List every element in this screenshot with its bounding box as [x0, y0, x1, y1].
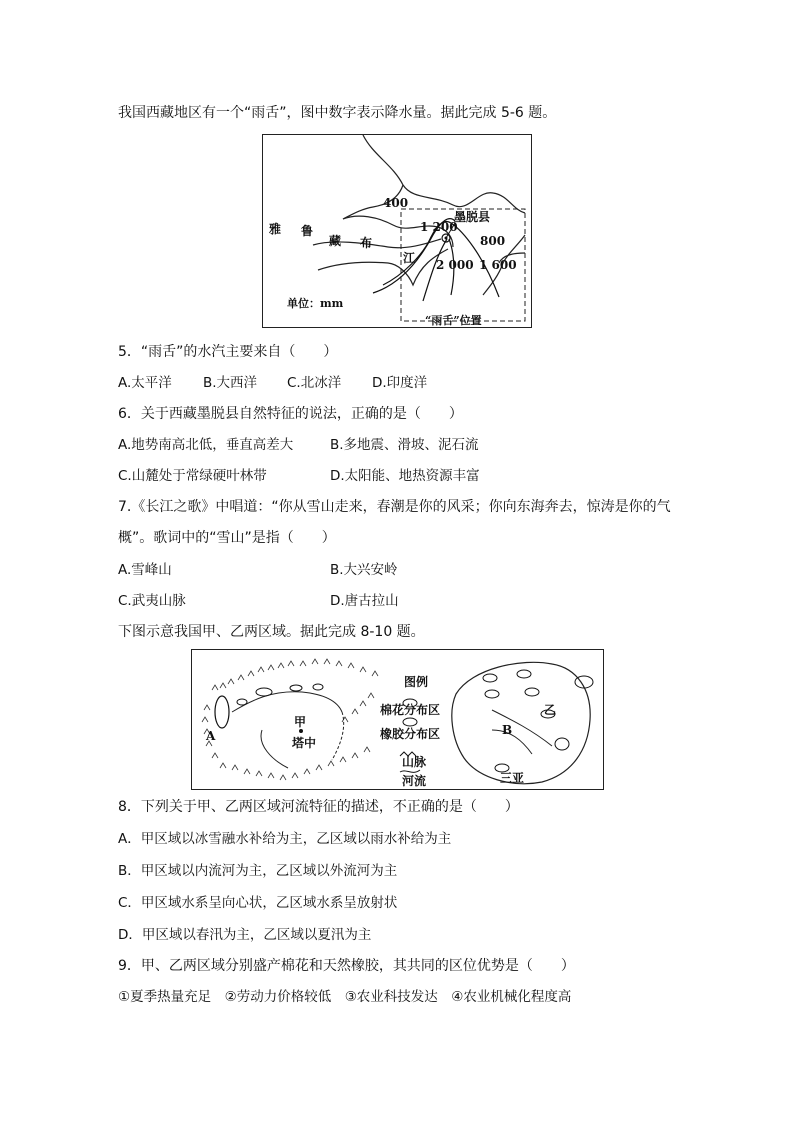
- q6-option-d: D.太阳能、地热资源丰富: [330, 468, 480, 484]
- q6-option-a: A.地势南高北低，垂直高差大: [118, 437, 294, 453]
- label-1200: 1 200: [420, 220, 458, 234]
- q6-option-b: B.多地震、滑坡、泥石流: [330, 437, 479, 453]
- q5-option-d: D.印度洋: [372, 375, 428, 391]
- q9-items: ①夏季热量充足 ②劳动力价格较低 ③农业科技发达 ④农业机械化程度高: [118, 989, 572, 1005]
- label-jiang: 江: [403, 251, 416, 265]
- label-lu: 鲁: [301, 224, 314, 238]
- label-tongue: “雨舌”位置: [425, 314, 482, 327]
- rain-tongue-map: [262, 134, 532, 328]
- legend-title: 图例: [404, 675, 429, 689]
- legend-river: 河流: [402, 774, 427, 788]
- label-yi: 乙: [544, 703, 557, 717]
- q7-stem-line1: 7.《长江之歌》中唱道：“你从雪山走来，春潮是你的风采；你向东海奔去，惊涛是你的气: [118, 499, 671, 515]
- label-tazhong: 塔中: [292, 736, 317, 750]
- label-1600: 1 600: [479, 258, 517, 272]
- label-400: 400: [383, 196, 409, 210]
- q7-option-c: C.武夷山脉: [118, 593, 186, 609]
- q7-stem-line2: 概”。歌词中的“雪山”是指（ ）: [118, 530, 336, 546]
- q8-option-d: D．甲区域以春汛为主，乙区域以夏汛为主: [118, 927, 372, 943]
- label-800: 800: [480, 234, 506, 248]
- intro-text-8-10: 下图示意我国甲、乙两区域。据此完成 8-10 题。: [118, 624, 425, 640]
- label-ya: 雅: [269, 222, 282, 236]
- q5-option-a: A.太平洋: [118, 375, 172, 391]
- regions-map-svg: [192, 650, 603, 789]
- q8-option-b: B．甲区域以内流河为主，乙区域以外流河为主: [118, 863, 398, 879]
- intro-text-5-6: 我国西藏地区有一个“雨舌”，图中数字表示降水量。据此完成 5-6 题。: [118, 105, 557, 121]
- label-b: B: [502, 723, 513, 737]
- q7-option-b: B.大兴安岭: [330, 562, 398, 578]
- label-a: A: [206, 729, 216, 743]
- q8-stem: 8．下列关于甲、乙两区域河流特征的描述，不正确的是（ ）: [118, 799, 519, 815]
- label-zang: 藏: [329, 234, 342, 248]
- legend-cotton: 棉花分布区: [380, 703, 441, 717]
- q7-option-d: D.唐古拉山: [330, 593, 399, 609]
- rain-tongue-map-svg: [263, 135, 531, 327]
- q8-option-c: C．甲区域水系呈向心状，乙区域水系呈放射状: [118, 895, 398, 911]
- label-sanya: 三亚: [500, 771, 525, 785]
- q5-option-b: B.大西洋: [203, 375, 258, 391]
- q8-option-a: A．甲区域以冰雪融水补给为主，乙区域以雨水补给为主: [118, 831, 452, 847]
- q5-stem: 5．“雨舌”的水汽主要来自（ ）: [118, 344, 338, 360]
- q6-option-c: C.山麓处于常绿硬叶林带: [118, 468, 267, 484]
- label-bu: 布: [360, 236, 373, 250]
- regions-map: [191, 649, 604, 790]
- label-unit: 单位：mm: [287, 297, 344, 310]
- q7-option-a: A.雪峰山: [118, 562, 172, 578]
- legend-rubber: 橡胶分布区: [380, 727, 441, 741]
- label-county: 墨脱县: [454, 210, 491, 224]
- legend-mountain: 山脉: [402, 755, 427, 769]
- q5-option-c: C.北冰洋: [287, 375, 342, 391]
- label-jia: 甲: [294, 715, 307, 729]
- q6-stem: 6．关于西藏墨脱县自然特征的说法，正确的是（ ）: [118, 406, 463, 422]
- label-2000: 2 000: [436, 258, 474, 272]
- q9-stem: 9．甲、乙两区域分别盛产棉花和天然橡胶，其共同的区位优势是（ ）: [118, 958, 575, 974]
